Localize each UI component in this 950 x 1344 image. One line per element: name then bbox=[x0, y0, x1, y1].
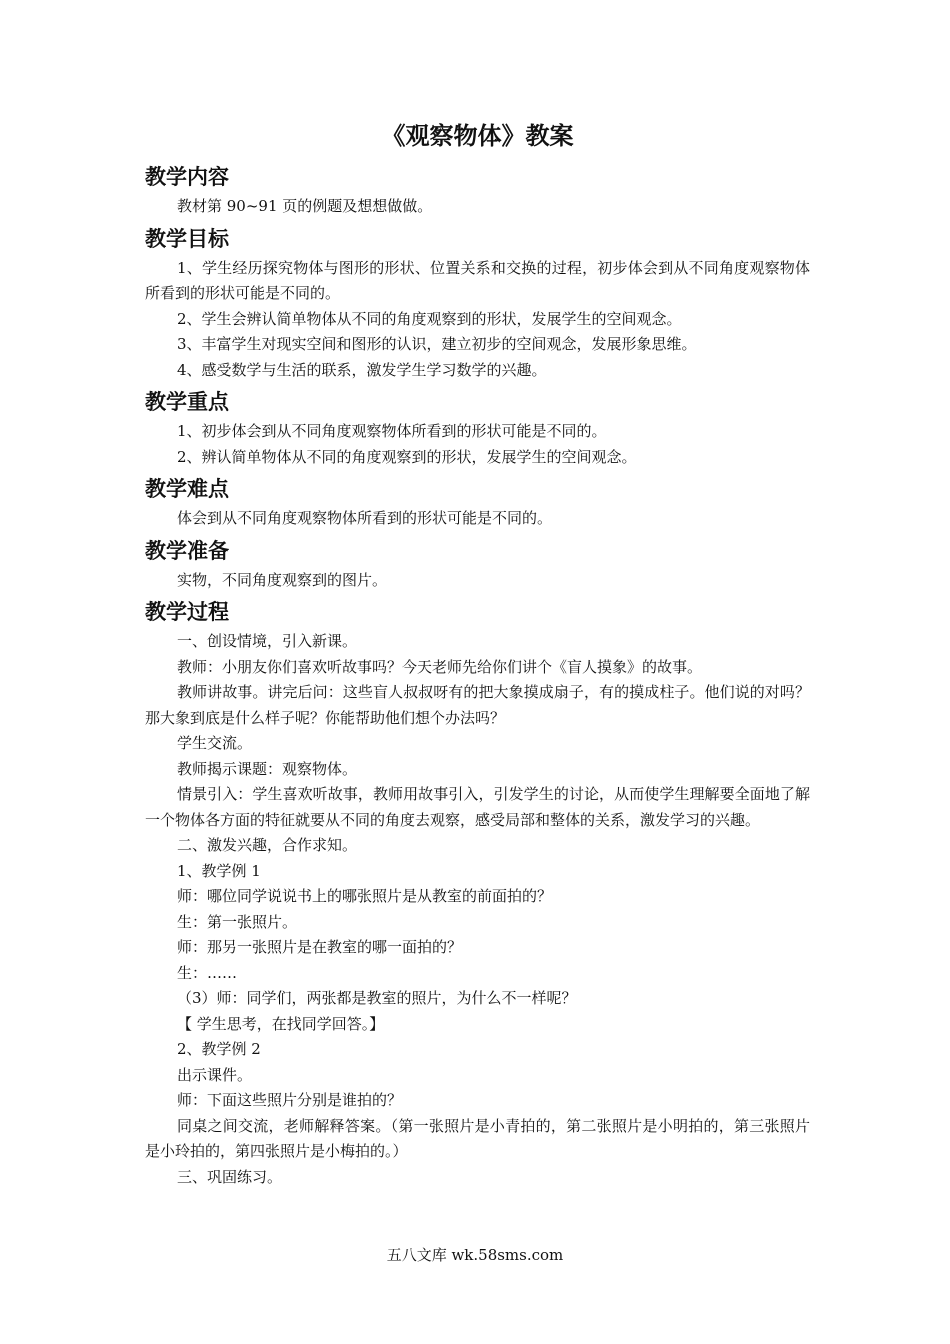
section-heading: 教学重点 bbox=[145, 390, 229, 414]
paragraph: （3）师：同学们，两张都是教室的照片，为什么不一样呢？ bbox=[177, 989, 577, 1007]
paragraph: 生：第一张照片。 bbox=[177, 912, 298, 931]
section-preparation bbox=[145, 536, 810, 594]
section-difficulty bbox=[145, 474, 810, 532]
paragraph: 一、创设情境，引入新课。 bbox=[177, 632, 358, 650]
section-process bbox=[145, 597, 810, 1190]
section-heading: 教学准备 bbox=[145, 538, 229, 563]
document-page bbox=[145, 118, 810, 1190]
paragraph: 1、初步体会到从不同角度观察物体所看到的形状可能是不同的。 bbox=[177, 422, 607, 440]
paragraph: 教材第 90~91 页的例题及想想做做。 bbox=[177, 197, 433, 215]
section-heading: 教学过程 bbox=[145, 600, 229, 624]
paragraph: 教师：小朋友你们喜欢听故事吗？今天老师先给你们讲个《盲人摸象》的故事。 bbox=[177, 657, 703, 676]
paragraph: 生：…… bbox=[177, 963, 238, 982]
paragraph: 1、学生经历探究物体与图形的形状、位置关系和交换的过程，初步体会到从不同角度观察物体所看到的形状可能是不同的。 bbox=[145, 258, 810, 302]
document-title: 《观察物体》教案 bbox=[381, 121, 574, 150]
paragraph: 师：下面这些照片分别是谁拍的？ bbox=[177, 1091, 403, 1109]
paragraph: 体会到从不同角度观察物体所看到的形状可能是不同的。 bbox=[177, 509, 553, 527]
paragraph: 师：哪位同学说说书上的哪张照片是从教室的前面拍的？ bbox=[177, 887, 553, 905]
paragraph: 3、丰富学生对现实空间和图形的认识，建立初步的空间观念，发展形象思维。 bbox=[177, 335, 697, 353]
section-content bbox=[145, 162, 810, 220]
paragraph: 实物，不同角度观察到的图片。 bbox=[177, 570, 388, 589]
section-goals bbox=[145, 224, 810, 384]
section-heading: 教学目标 bbox=[145, 226, 229, 251]
paragraph: 二、激发兴趣，合作求知。 bbox=[177, 836, 358, 854]
section-key-points bbox=[145, 387, 810, 470]
paragraph: 2、辨认简单物体从不同的角度观察到的形状，发展学生的空间观念。 bbox=[177, 447, 637, 466]
paragraph: 同桌之间交流，老师解释答案。（第一张照片是小青拍的，第二张照片是小明拍的，第三张照片是小玲拍的，第四张照片是小梅拍的。） bbox=[145, 1116, 810, 1160]
paragraph: 2、学生会辨认简单物体从不同的角度观察到的形状，发展学生的空间观念。 bbox=[177, 309, 682, 328]
paragraph: 情景引入：学生喜欢听故事，教师用故事引入，引发学生的讨论，从而使学生理解要全面地了解一个物体各方面的特征就要从不同的角度去观察，感受局部和整体的关系，激发学习的兴趣。 bbox=[145, 785, 810, 829]
page-footer: 五八文库 wk.58sms.com bbox=[386, 1246, 564, 1264]
paragraph: 教师讲故事。讲完后问：这些盲人叔叔呀有的把大象摸成扇子，有的摸成柱子。他们说的对吗？那大象到底是什么样子呢？你能帮助他们想个办法吗？ bbox=[145, 683, 810, 727]
paragraph: 三、巩固练习。 bbox=[177, 1167, 283, 1186]
section-heading: 教学内容 bbox=[145, 165, 229, 189]
paragraph: 4、感受数学与生活的联系，激发学生学习数学的兴趣。 bbox=[177, 360, 547, 379]
paragraph: 学生交流。 bbox=[177, 734, 253, 752]
paragraph: 【 学生思考，在找同学回答。】 bbox=[177, 1014, 385, 1033]
paragraph: 教师揭示课题：观察物体。 bbox=[177, 759, 358, 778]
paragraph: 1、教学例 1 bbox=[177, 861, 261, 880]
paragraph: 师：那另一张照片是在教室的哪一面拍的？ bbox=[177, 938, 463, 956]
section-heading: 教学难点 bbox=[145, 477, 229, 501]
paragraph: 2、教学例 2 bbox=[177, 1040, 261, 1058]
paragraph: 出示课件。 bbox=[177, 1065, 253, 1084]
